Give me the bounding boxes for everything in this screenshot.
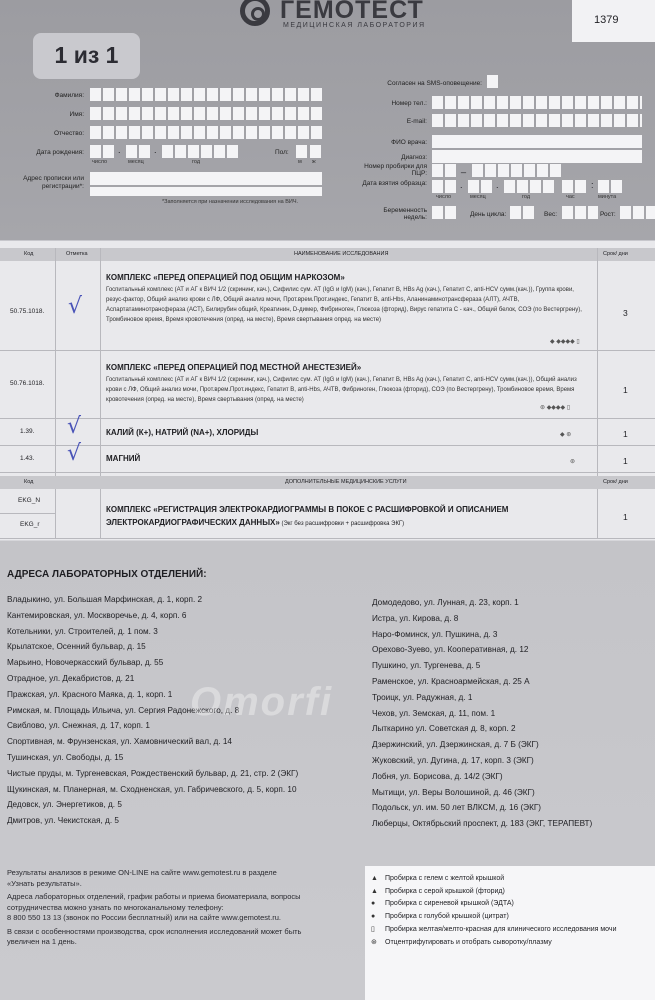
col-code-header: Код: [24, 251, 34, 257]
footer-line: 8 800 550 13 13 (звонок по России бесплатный) или на сайте www.gemotest.ru.: [7, 913, 281, 922]
checkmark[interactable]: √: [67, 441, 82, 466]
weight-field[interactable]: [562, 206, 598, 219]
barcode-number: 1379: [594, 14, 619, 26]
urine-tube-icon: ▯: [371, 925, 375, 933]
surname-field[interactable]: [90, 88, 322, 101]
sex-male-box[interactable]: [296, 145, 307, 158]
hour-caption: час: [566, 194, 575, 200]
address-item: Тушинская, ул. Свободы, д. 15: [7, 752, 124, 762]
sample-minute-field[interactable]: [598, 180, 622, 193]
extra-services-title: ДОПОЛНИТЕЛЬНЫЕ МЕДИЦИНСКИЕ УСЛУГИ: [285, 479, 407, 485]
address-item: Троицк, ул. Радужная, д. 1: [372, 692, 473, 702]
address-item: Пражская, ул. Красного Маяка, д. 1, корп. 1: [7, 689, 173, 699]
address-item: Владыкино, ул. Большая Марфинская, д. 1, корп. 2: [7, 595, 203, 604]
legend-text: Пробирка с серой крышкой (фторид): [385, 887, 505, 895]
pregnancy-field[interactable]: [432, 206, 456, 219]
tube-legend: [365, 866, 655, 1000]
row-title: КОМПЛЕКС «РЕГИСТРАЦИЯ ЭЛЕКТРОКАРДИОГРАММЫ В ПОКОЕ С РАСШИФРОВКОЙ И ОПИСАНИЕМ: [106, 505, 509, 514]
address-item: Лыткарино ул. Советская д. 8, корп. 2: [372, 724, 516, 734]
address-item: Дмитров, ул. Чекистская, д. 5: [7, 816, 119, 826]
tube-icons: ⊛: [570, 459, 576, 465]
table-row: [0, 490, 655, 539]
birth-day-field[interactable]: [90, 145, 114, 158]
name-field[interactable]: [90, 107, 322, 120]
row-title: КОМПЛЕКС «ПЕРЕД ОПЕРАЦИЕЙ ПОД ОБЩИМ НАРКОЗОМ»: [106, 273, 345, 282]
row-description: Госпитальный комплекс (АТ и АГ к ВИЧ 1/2 (скрининг, кач.), Сифилис сум. АТ (IgG и IgM) (кач.), Гепатит В, HBs Ag (кач.), Гепатит С, anti-HCV сумм.(кач.)), Общий анализ крови с ЛФ, Общий анализ мочи, Прот.врем.Прот.индекс, Гепатит В, anti-Hbs, АЧТВ, Фибриноген, Глюкоза (фторид), СОЭ (по Вестергрену), Тромбиновое время, Время кровотечения (опред. на месте), Время свертывания (опред. на месте): [106, 377, 577, 403]
footer-line: Результаты анализов в режиме ON-LINE на сайте www.gemotest.ru в разделе: [7, 868, 277, 877]
cycle-day-label: День цикла:: [470, 211, 507, 218]
footer-info: [7, 868, 352, 948]
address-item: Орехово-Зуево, ул. Кооперативная, д. 12: [372, 645, 529, 655]
tube-icons: ⊛ ◆◆◆◆ ▯: [540, 405, 571, 411]
pregnancy-label: Беременность недель:: [383, 207, 427, 221]
address-item: Свиблово, ул. Снежная, д. 17, корп. 1: [7, 721, 150, 731]
row-term: 1: [623, 512, 628, 522]
table-row: [0, 419, 655, 446]
year-caption: год: [192, 159, 201, 165]
address-item: Люберцы, Октябрьский проспект, д. 183 (ЭКГ, ТЕРАПЕВТ): [372, 819, 593, 829]
legend-item: [371, 886, 616, 899]
table-row: [0, 446, 655, 473]
barcode-label: [572, 0, 655, 42]
sms-checkbox[interactable]: [487, 75, 498, 88]
legend-text: Пробирка с голубой крышкой (цитрат): [385, 913, 509, 921]
page-indicator-badge: [33, 33, 140, 79]
weight-label: Вес:: [544, 211, 558, 218]
legend-item: [371, 898, 616, 911]
row-code: 1.43.: [20, 455, 35, 462]
col-term-header: Срок/ дни: [603, 479, 628, 485]
cell-divider: [0, 513, 55, 514]
footer-line: «Узнать результаты».: [7, 878, 82, 888]
footer-line: увеличен на 1 день.: [7, 937, 77, 946]
row-term: 1: [623, 385, 628, 395]
day-caption: число: [436, 194, 452, 200]
gemotest-logo: [240, 0, 465, 34]
legend-item: [371, 924, 616, 937]
row-title: КАЛИЙ (К+), НАТРИЙ (NA+), ХЛОРИДЫ: [106, 428, 259, 437]
sample-month-field[interactable]: [468, 180, 492, 193]
phone-field[interactable]: [432, 96, 642, 109]
row-title-cont: [106, 518, 404, 527]
year-caption: год: [522, 194, 531, 200]
hiv-note: *Заполняется при назначении исследования на ВИЧ.: [162, 199, 299, 205]
address-item: Отрадное, ул. Декабристов, д. 21: [7, 673, 135, 683]
pcr-separator: _: [461, 163, 467, 173]
footer-line: сотрудничества можно узнать по многоканальному телефону:: [7, 902, 224, 912]
address-item: Пушкино, ул. Тургенева, д. 5: [372, 661, 481, 671]
pcr-number-field[interactable]: [472, 164, 562, 177]
surname-label: Фамилия:: [54, 92, 84, 99]
height-field[interactable]: [620, 206, 655, 219]
address-label: Адрес прописки или регистрации*:: [23, 175, 84, 190]
phone-label: Номер тел.:: [391, 100, 427, 107]
date-separator: .: [118, 145, 121, 155]
sample-day-field[interactable]: [432, 180, 456, 193]
brand-subtitle: МЕДИЦИНСКАЯ ЛАБОРАТОРИЯ: [283, 22, 426, 29]
yellow-tube-icon: ▲: [371, 875, 378, 882]
address-item: Раменское, ул. Красноармейская, д. 25 А: [372, 676, 530, 686]
date-separator: .: [460, 180, 463, 190]
birth-year-field[interactable]: [162, 145, 238, 158]
legend-list: [371, 873, 616, 949]
footer-line: В связи с особенностями производства, срок исполнения исследований может быть: [7, 926, 302, 936]
address-item: Жуковский, ул. Дугина, д. 17, корп. 3 (ЭКГ): [372, 755, 534, 765]
row-code: EKG_N: [18, 497, 41, 504]
cycle-day-field[interactable]: [510, 206, 534, 219]
legend-item: [371, 911, 616, 924]
legend-text: Пробирка с гелем с желтой крышкой: [385, 875, 505, 882]
address-item: Котельники, ул. Строителей, д. 1 пом. 3: [7, 626, 158, 636]
legend-text: Пробирка с сиреневой крышкой (ЭДТА): [385, 900, 514, 908]
tube-icons: ◆ ⊛: [560, 432, 572, 438]
sex-label: Пол:: [275, 149, 289, 156]
sex-female-box[interactable]: [310, 145, 321, 158]
purple-tube-icon: ●: [371, 900, 376, 908]
address-item: Домодедово, ул. Лунная, д. 23, корп. 1: [372, 598, 519, 607]
diagnosis-label: Диагноз:: [401, 154, 427, 161]
address-item: Кантемировская, ул. Москворечье, д. 4, корп. 6: [7, 610, 187, 620]
address-item: Спортивная, м. Фрунзенская, ул. Хамовнический вал, д. 14: [7, 737, 232, 747]
doctor-field[interactable]: [432, 135, 642, 148]
row-title: МАГНИЙ: [106, 454, 141, 463]
address-item: Римская, м. Площадь Ильича, ул. Сергия Радонежского, д. 8: [7, 705, 240, 715]
sample-date-label: Дата взятия образца:: [362, 180, 427, 187]
address-item: Марьино, Новочеркасский бульвар, д. 55: [7, 658, 164, 668]
birth-date-label: Дата рождения:: [36, 149, 84, 156]
address-item: Истра, ул. Кирова, д. 8: [372, 613, 459, 623]
address-item: Щукинская, м. Планерная, м. Сходненская, ул. Габричевского, д. 5, корп. 10: [7, 784, 297, 794]
male-caption: м: [298, 159, 302, 165]
address-field-2[interactable]: [90, 187, 322, 196]
addresses-heading: АДРЕСА ЛАБОРАТОРНЫХ ОТДЕЛЕНИЙ:: [7, 569, 207, 580]
legend-item: [371, 937, 616, 950]
checkmark[interactable]: √: [67, 414, 82, 439]
col-mark-header: Отметка: [66, 251, 88, 257]
email-label: E-mail:: [406, 118, 427, 125]
pcr-label: Номер пробирки для ПЦР:: [364, 163, 427, 177]
patronymic-label: Отчество:: [53, 130, 84, 137]
centrifuge-icon: ⊛: [371, 938, 377, 946]
addresses-right-list: [372, 595, 592, 832]
address-item: Дедовск, ул. Энергетиков, д. 5: [7, 800, 122, 810]
diagnosis-field[interactable]: [432, 150, 642, 163]
row-code: EKG_r: [20, 521, 40, 528]
month-caption: месяц: [470, 194, 486, 200]
address-item: Подольск, ул. им. 50 лет ВЛКСМ, д. 16 (ЭКГ): [372, 803, 541, 813]
minute-caption: минута: [598, 194, 617, 200]
row-title-note: (Экг без расшифровки + расшифровка ЭКГ): [279, 521, 405, 527]
page-indicator: 1 из 1: [54, 42, 119, 68]
brand-name: ГЕМОТЕСТ: [280, 0, 424, 24]
address-item: Крылатское, Осенний бульвар, д. 15: [7, 642, 146, 652]
tube-icons: ◆ ◆◆◆◆ ▯: [550, 339, 580, 345]
address-item: Дзержинский, ул. Дзержинская, д. 7 Б (ЭКГ): [372, 740, 539, 750]
sample-hour-field[interactable]: [562, 180, 586, 193]
address-item: Наро-Фоминск, ул. Пушкина, д. 3: [372, 629, 498, 639]
day-caption: число: [92, 159, 108, 165]
email-field[interactable]: [432, 114, 642, 127]
address-item: Чехов, ул. Земская, д. 11, пом. 1: [372, 708, 496, 718]
height-label: Рост:: [600, 211, 616, 218]
address-item: Чистые пруды, м. Тургеневская, Рождественский бульвар, д. 21, стр. 2 (ЭКГ): [7, 768, 299, 778]
row-term: 1: [623, 456, 628, 466]
date-separator: .: [154, 145, 157, 155]
row-title: КОМПЛЕКС «ПЕРЕД ОПЕРАЦИЕЙ ПОД МЕСТНОЙ АНЕСТЕЗИЕЙ»: [106, 363, 362, 372]
birth-month-field[interactable]: [126, 145, 150, 158]
row-code: 50.76.1018.: [10, 380, 45, 387]
female-caption: ж: [312, 159, 316, 165]
footer-line: Адреса лабораторных отделений, график работы и приема биоматериала, вопросы: [7, 892, 301, 901]
time-separator: :: [591, 180, 594, 190]
patronymic-field[interactable]: [90, 126, 322, 139]
row-code: 50.75.1018.: [10, 308, 45, 315]
pcr-prefix-field[interactable]: [432, 164, 456, 177]
doctor-label: ФИО врача:: [391, 139, 427, 146]
row-code: 1.39.: [20, 428, 35, 435]
blue-tube-icon: ●: [371, 913, 376, 921]
row-term: 1: [623, 429, 628, 439]
legend-item: [371, 873, 616, 886]
address-field-1[interactable]: [90, 172, 322, 185]
col-term-header: Срок/ дни: [603, 251, 628, 257]
month-caption: месяц: [128, 159, 144, 165]
row-description: Госпитальный комплекс (АТ и АГ к ВИЧ 1/2 (скрининг, кач.), Сифилис сум. АТ (IgG и IgM) (кач.), Гепатит В, HBs Ag (кач.), Гепатит С, anti-HCV сумм.(кач.)), Группа крови, резус-фактор, Общий анализ крови с ЛФ, Общий анализ мочи, Прот.врем.Прот.индекс, Гепатит В, anti-Hbs, Аланинаминотрансфераза (АЛТ), АЧТВ, Аспартатаминотрансфераза (АСТ), Билирубин общий, Креатинин, D-димер, Фибриноген, Глюкоза (фторид), Вирус гепатита С - кач., Общий белок, СОЭ (по Вестергрену), Тромбиновое время, Время кровотечения (опред. на месте), Время свертывания опред. на месте): [106, 287, 582, 323]
sms-label: Согласен на SMS-оповещение:: [387, 80, 482, 87]
col-name-header: НАИМЕНОВАНИЕ ИССЛЕДОВАНИЯ: [294, 251, 389, 257]
legend-text: Отцентрифугировать и отобрать сыворотку/плазму: [385, 938, 552, 946]
name-label: Имя:: [69, 111, 84, 118]
row-term: 3: [623, 308, 628, 318]
checkmark[interactable]: √: [68, 294, 83, 319]
logo-mark-icon: [240, 0, 270, 26]
address-item: Лобня, ул. Борисова, д. 14/2 (ЭКГ): [372, 771, 503, 781]
legend-text: Пробирка желтая/желто-красная для клинического исследования мочи: [385, 925, 617, 933]
watermark: Omorfi: [190, 680, 334, 724]
date-separator: .: [496, 180, 499, 190]
address-item: Мытищи, ул. Веры Волошиной, д. 46 (ЭКГ): [372, 787, 535, 797]
row-title-part: ЭЛЕКТРОКАРДИОГРАФИЧЕСКИХ ДАННЫХ»: [106, 518, 280, 527]
grey-tube-icon: ▲: [371, 887, 378, 895]
col-code-header: Код: [24, 479, 34, 485]
sample-year-field[interactable]: [504, 180, 554, 193]
